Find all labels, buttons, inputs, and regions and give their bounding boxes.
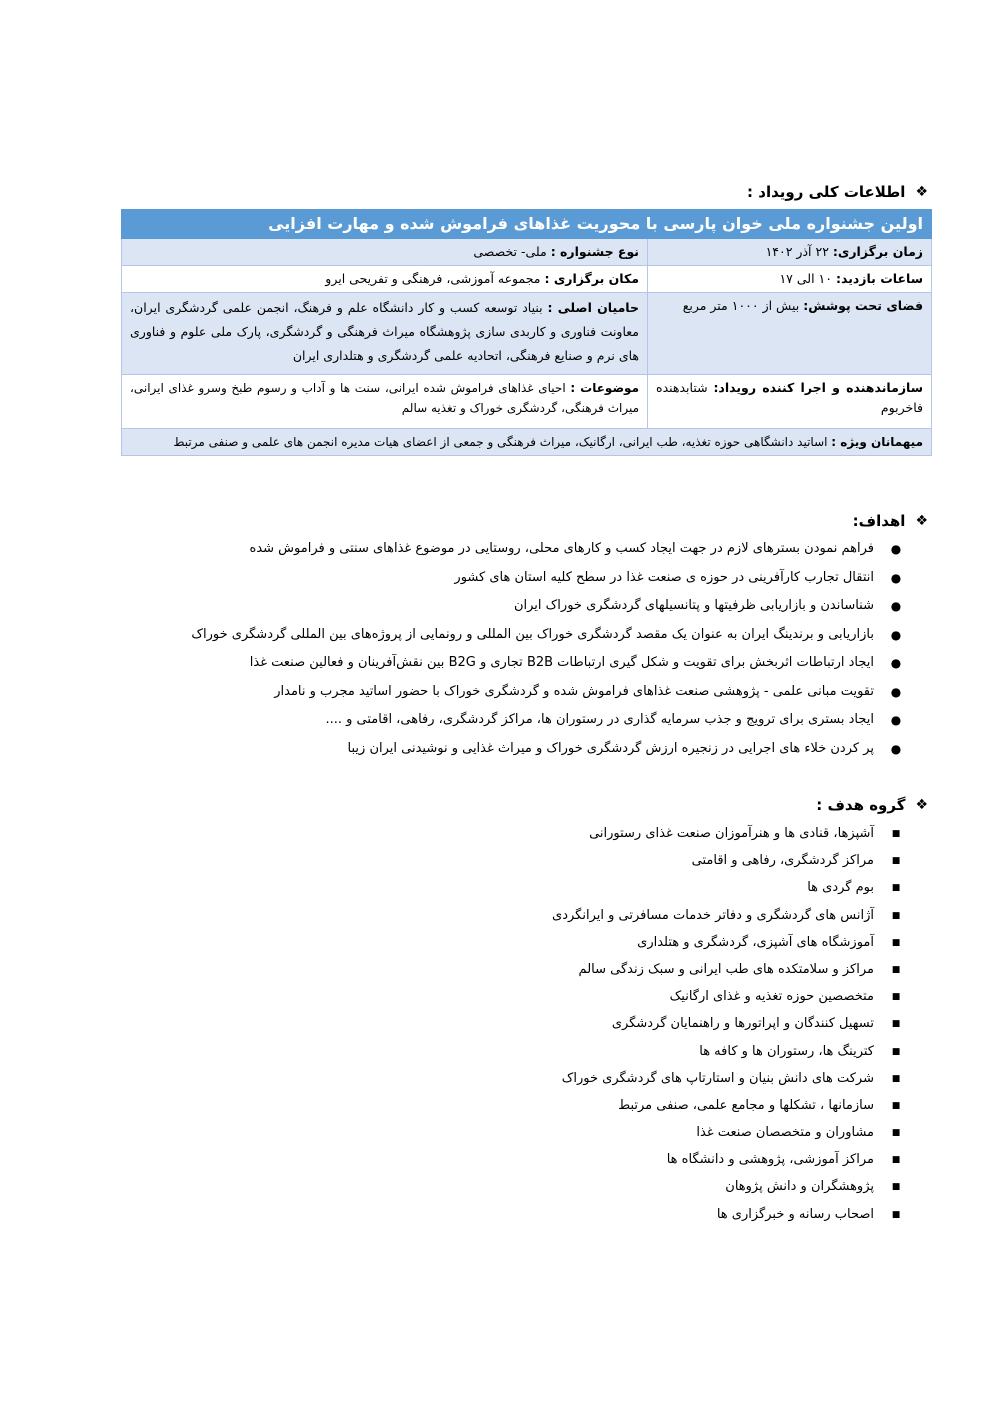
target-text: آموزشگاه های آشپزی، گردشگری و هتلداری bbox=[637, 934, 874, 950]
target-text: شرکت های دانش بنیان و استارتاپ های گردشگری خوراک bbox=[561, 1070, 874, 1086]
list-item bbox=[191, 739, 903, 768]
guests-label: میهمانان ویژه : bbox=[831, 435, 924, 449]
list-item bbox=[191, 710, 903, 739]
dot-bullet-icon: ● bbox=[890, 627, 902, 642]
cell-space bbox=[648, 293, 932, 375]
cell-sponsors bbox=[122, 293, 648, 375]
info-row-organizer bbox=[122, 375, 932, 429]
square-bullet-icon: ■ bbox=[891, 1182, 901, 1193]
info-row-space bbox=[122, 293, 932, 375]
goal-text: بازاریابی و برندینگ ایران به عنوان یک مقصد گردشگری خوراک بین المللی و رونمایی از پروژه‌های بین المللی گردشگری خوراک bbox=[191, 626, 874, 642]
cell-organizer bbox=[648, 375, 932, 429]
list-item bbox=[191, 539, 903, 568]
goals-heading bbox=[853, 512, 928, 530]
organizer-label: سازماندهنده و اجرا کننده رویداد: bbox=[713, 380, 924, 395]
list-item bbox=[552, 1096, 903, 1123]
sponsors-value: بنیاد توسعه کسب و کار دانشگاه علم و فرهنگ، انجمن علمی گردشگری ایران، معاونت فناوری و کاربدی سازی پژوهشگاه میراث فرهنگی و گردشگری، پارک ملی علوم و فناوری های نرم و صنایع فرهنگی، اتحادیه علمی گردشگری و هتلداری ایران bbox=[130, 300, 640, 363]
list-item bbox=[552, 824, 903, 851]
target-text: آشپزها، قنادی ها و هنرآموزان صنعت غذای رستورانی bbox=[589, 826, 874, 841]
type-value: ملی- تخصصی bbox=[473, 244, 551, 259]
date-value: ۲۲ آذر ۱۴۰۲ bbox=[765, 244, 833, 259]
square-bullet-icon: ■ bbox=[891, 1073, 901, 1084]
target-text: سازمانها ، تشکلها و مجامع علمی، صنفی مرتبط bbox=[618, 1097, 874, 1113]
goal-text: تقویت مبانی علمی - پژوهشی صنعت غذاهای فراموش شده و گردشگری خوراک با حضور اساتید مجرب و نامدار bbox=[274, 683, 874, 699]
target-text: پژوهشگران و دانش پژوهان bbox=[725, 1179, 874, 1195]
cell-venue bbox=[122, 266, 648, 293]
list-item bbox=[191, 568, 903, 597]
square-bullet-icon: ■ bbox=[891, 1155, 901, 1166]
square-bullet-icon: ■ bbox=[891, 910, 901, 921]
square-bullet-icon: ■ bbox=[891, 937, 901, 948]
general-info-heading-text: اطلاعات کلی رویداد : bbox=[747, 183, 906, 201]
list-item bbox=[552, 1042, 903, 1069]
list-item bbox=[191, 625, 903, 654]
target-text: اصحاب رسانه و خبرگزاری ها bbox=[716, 1206, 874, 1222]
type-label: نوع جشنواره : bbox=[550, 244, 640, 259]
list-item bbox=[552, 933, 903, 960]
list-item bbox=[552, 1014, 903, 1041]
square-bullet-icon: ■ bbox=[891, 964, 901, 975]
square-bullet-icon: ■ bbox=[891, 1019, 901, 1030]
target-text: مشاوران و متخصصان صنعت غذا bbox=[696, 1125, 874, 1141]
list-item bbox=[552, 906, 903, 933]
event-title: اولین جشنواره ملی خوان پارسی با محوریت غذاهای فراموش شده و مهارت افزایی bbox=[122, 210, 932, 239]
event-info-table bbox=[121, 209, 932, 456]
cell-guests bbox=[122, 429, 932, 456]
space-value: بیش از ۱۰۰۰ متر مربع bbox=[682, 298, 804, 313]
list-item bbox=[552, 851, 903, 878]
diamond-bullet-icon: ❖ bbox=[915, 513, 928, 529]
list-item bbox=[191, 596, 903, 625]
venue-label: مکان برگزاری : bbox=[544, 271, 640, 286]
target-text: تسهیل کنندگان و اپراتورها و راهنمایان گردشگری bbox=[611, 1016, 874, 1032]
list-item bbox=[552, 878, 903, 905]
square-bullet-icon: ■ bbox=[891, 883, 901, 894]
organizer-value: شتابدهنده فاخربوم bbox=[656, 380, 924, 415]
goal-text: ایجاد ارتباطات اثربخش برای تقویت و شکل گیری ارتباطات B2B تجاری و B2G بین نقش‌آفرینان و فعالین صنعت غذا bbox=[249, 655, 874, 670]
goal-text: شناساندن و بازاریابی ظرفیتها و پتانسیلهای گردشگری خوراک ایران bbox=[513, 598, 874, 613]
goal-text: ایجاد بستری برای ترویج و جذب سرمایه گذاری در رستوران ها، مراکز گردشگری، رفاهی، اقامتی و .... bbox=[325, 712, 874, 727]
dot-bullet-icon: ● bbox=[890, 656, 902, 670]
list-item bbox=[552, 1150, 903, 1177]
target-text: آژانس های گردشگری و دفاتر خدمات مسافرتی و ایرانگردی bbox=[552, 907, 874, 923]
diamond-bullet-icon: ❖ bbox=[915, 184, 928, 200]
target-text: کترینگ ها، رستوران ها و کافه ها bbox=[699, 1043, 874, 1059]
list-item bbox=[552, 1069, 903, 1096]
goal-text: پر کردن خلاء های اجرایی در زنجیره ارزش گردشگری خوراک و میراث غذایی و نوشیدنی ایران زیبا bbox=[347, 740, 874, 756]
cell-date bbox=[648, 239, 932, 266]
cell-type bbox=[122, 239, 648, 266]
square-bullet-icon: ■ bbox=[891, 856, 901, 867]
goal-text: فراهم نمودن بسترهای لازم در جهت ایجاد کسب و کارهای محلی، روستایی در موضوع غذاهای سنتی و فراموش شده bbox=[249, 541, 874, 556]
list-item bbox=[552, 960, 903, 987]
general-info-heading bbox=[747, 183, 928, 201]
square-bullet-icon: ■ bbox=[891, 992, 901, 1003]
list-item bbox=[552, 987, 903, 1014]
hours-value: ۱۰ الی ۱۷ bbox=[779, 271, 836, 286]
square-bullet-icon: ■ bbox=[891, 1046, 901, 1057]
hours-label: ساعات بازدید: bbox=[835, 271, 924, 286]
goals-heading-text: اهداف: bbox=[852, 512, 906, 530]
topics-label: موضوعات : bbox=[570, 381, 640, 395]
list-item bbox=[552, 1177, 903, 1204]
target-group-heading bbox=[816, 796, 928, 814]
info-row-date bbox=[122, 239, 932, 266]
dot-bullet-icon: ● bbox=[890, 741, 902, 756]
list-item bbox=[191, 682, 903, 711]
square-bullet-icon: ■ bbox=[891, 1209, 901, 1220]
target-text: مراکز آموزشی، پژوهشی و دانشگاه ها bbox=[666, 1152, 874, 1168]
info-row-hours bbox=[122, 266, 932, 293]
goals-list bbox=[191, 539, 903, 767]
target-text: متخصصین حوزه تغذیه و غذای ارگانیک bbox=[669, 989, 874, 1005]
goal-text: انتقال تجارب کارآفرینی در حوزه ی صنعت غذا در سطح کلیه استان های کشور bbox=[454, 569, 874, 585]
target-group-heading-text: گروه هدف : bbox=[816, 796, 906, 814]
sponsors-label: حامیان اصلی : bbox=[547, 300, 640, 315]
list-item bbox=[552, 1205, 903, 1232]
dot-bullet-icon: ● bbox=[890, 684, 902, 699]
venue-value: مجموعه آموزشی، فرهنگی و تفریحی ایرو bbox=[325, 271, 545, 286]
square-bullet-icon: ■ bbox=[891, 829, 901, 839]
diamond-bullet-icon: ❖ bbox=[915, 797, 928, 813]
target-text: مراکز و سلامتکده های طب ایرانی و سبک زندگی سالم bbox=[578, 961, 874, 977]
dot-bullet-icon: ● bbox=[890, 599, 902, 613]
space-label: فضای تحت پوشش: bbox=[803, 298, 924, 313]
dot-bullet-icon: ● bbox=[890, 542, 902, 556]
date-label: زمان برگزاری: bbox=[832, 244, 924, 259]
dot-bullet-icon: ● bbox=[890, 713, 902, 727]
cell-topics bbox=[122, 375, 648, 429]
cell-hours bbox=[648, 266, 932, 293]
target-text: بوم گردی ها bbox=[807, 880, 874, 896]
topics-value: احیای غذاهای فراموش شده ایرانی، سنت ها و آداب و رسوم طبخ وسرو غذای ایرانی، میراث فرهنگی، گردشگری خوراک و تغذیه سالم bbox=[130, 381, 640, 415]
info-row-guests bbox=[122, 429, 932, 456]
dot-bullet-icon: ● bbox=[890, 570, 902, 585]
list-item bbox=[552, 1123, 903, 1150]
list-item bbox=[191, 653, 903, 682]
square-bullet-icon: ■ bbox=[891, 1100, 901, 1111]
target-text: مراکز گردشگری، رفاهی و اقامتی bbox=[691, 853, 874, 869]
event-title-row bbox=[122, 210, 932, 239]
target-group-list bbox=[552, 824, 903, 1232]
square-bullet-icon: ■ bbox=[891, 1128, 901, 1139]
guests-value: اساتید دانشگاهی حوزه تغذیه، طب ایرانی، ارگانیک، میراث فرهنگی و جمعی از اعضای هیات مدیره انجمن های علمی و صنفی مرتبط bbox=[173, 435, 832, 449]
